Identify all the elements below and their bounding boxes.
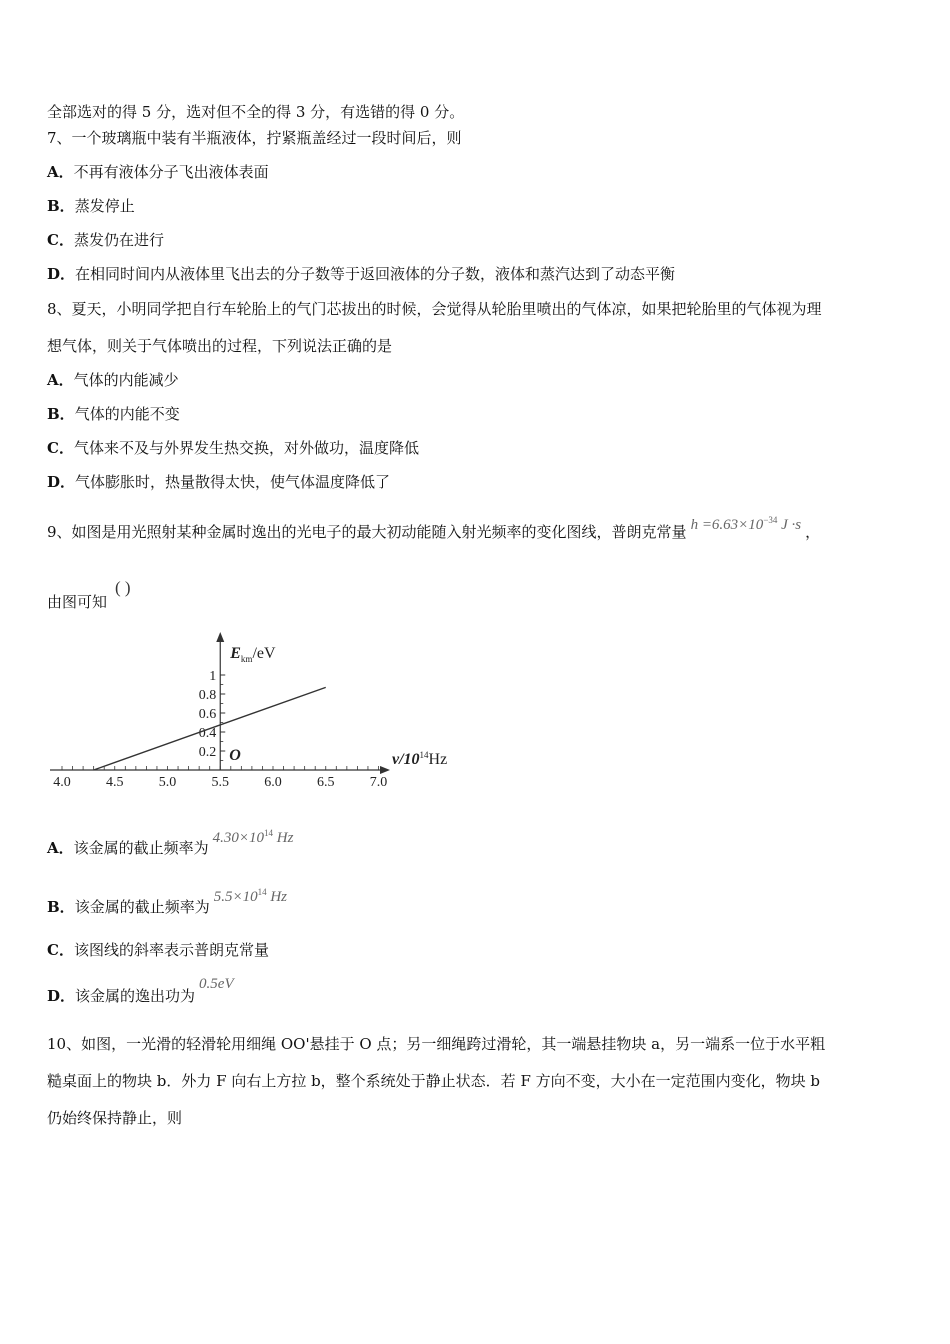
x-tick-label: 6.5	[317, 775, 335, 790]
option-text: 气体来不及与外界发生热交换，对外做功，温度降低	[73, 439, 419, 457]
instructions-text: 全部选对的得 5 分，选对但不全的得 3 分，有选错的得 0 分。	[47, 103, 465, 121]
question-8-stem-line2: 想气体，则关于气体喷出的过程，下列说法正确的是	[47, 337, 393, 355]
work-function: 0.5eV	[199, 976, 234, 992]
x-tick-label: 7.0	[369, 775, 388, 790]
y-tick-label: 0.8	[198, 688, 217, 703]
option-text: 该金属的截止频率为	[74, 898, 210, 916]
q9-option-b	[47, 887, 287, 918]
option-letter: D．	[47, 473, 76, 491]
planck-unit: J ·s	[777, 517, 802, 533]
option-letter: A．	[47, 163, 74, 181]
q9-stem-text: 9、如图是用光照射某种金属时逸出的光电子的最大初动能随入射光频率的变化图线，普朗克常量	[47, 523, 687, 541]
q8-option-b	[47, 404, 180, 424]
q8-option-d	[47, 472, 390, 492]
question-9-stem	[47, 515, 821, 543]
option-letter: A．	[47, 371, 74, 389]
x-tick-label: 6.0	[264, 775, 282, 790]
math-unit: Hz	[273, 830, 294, 846]
q7-option-d	[47, 264, 675, 284]
y-axis-label: $E_{km}/eV$	[230, 645, 276, 664]
option-text: 该图线的斜率表示普朗克常量	[73, 941, 269, 959]
option-text: 蒸发停止	[74, 197, 135, 215]
option-letter: C．	[47, 231, 74, 249]
math-exponent: 14	[264, 828, 274, 838]
question-10-line3: 仍始终保持静止，则	[47, 1109, 183, 1127]
question-10-line1: 10、如图，一光滑的轻滑轮用细绳 OO'悬挂于 O 点；另一细绳跨过滑轮，其一端悬挂物块 a，另一端系一位于水平粗	[47, 1035, 826, 1053]
option-letter: C．	[47, 941, 74, 959]
question-8-stem-line1: 8、夏天，小明同学把自行车轮胎上的气门芯拔出的时候，会觉得从轮胎里喷出的气体凉，如果把轮胎里的气体视为理	[47, 300, 822, 318]
y-tick-label: 0.2	[198, 745, 217, 760]
q8-option-c	[47, 438, 419, 458]
y-tick-label: 1	[209, 669, 217, 684]
option-text: 在相同时间内从液体里飞出去的分子数等于返回液体的分子数，液体和蒸汽达到了动态平衡	[75, 265, 676, 283]
math-base: 5.5×10	[213, 889, 258, 905]
option-text: 气体的内能减少	[73, 371, 179, 389]
x-axis-label: $\nu/10^{14}Hz$	[392, 750, 448, 768]
option-letter: B．	[47, 405, 75, 423]
option-text: 气体的内能不变	[74, 405, 180, 423]
math-base: 4.30×10	[212, 830, 265, 846]
option-text: 该金属的截止频率为	[73, 839, 209, 857]
origin-label: O	[229, 747, 241, 764]
option-letter: B．	[47, 197, 75, 215]
x-tick-label: 4.0	[53, 775, 71, 790]
option-letter: D．	[47, 987, 76, 1005]
q7-option-c	[47, 230, 164, 250]
q8-option-a	[47, 370, 179, 390]
planck-exponent: −34	[763, 515, 778, 525]
math-unit: Hz	[266, 889, 287, 905]
y-axis-arrow	[216, 632, 224, 642]
planck-base: h =6.63×10	[690, 517, 764, 533]
y-tick-label: 0.6	[198, 707, 217, 722]
q9-option-d	[47, 976, 234, 1007]
x-tick-label: 5.5	[211, 775, 229, 790]
option-letter: D．	[47, 265, 76, 283]
q9-option-c	[47, 940, 269, 960]
option-text: 不再有液体分子飞出液体表面	[73, 163, 269, 181]
option-text: 该金属的逸出功为	[75, 987, 196, 1005]
x-tick-label: 5.0	[158, 775, 177, 790]
q7-option-b	[47, 196, 135, 216]
q9-stem-end: ，	[805, 523, 821, 541]
option-text: 蒸发仍在进行	[73, 231, 164, 249]
x-axis-arrow	[380, 766, 390, 774]
option-text: 气体膨胀时，热量散得太快，使气体温度降低了	[75, 473, 391, 491]
cutoff-frequency-a	[213, 830, 294, 846]
option-letter: A．	[47, 839, 74, 857]
math-exponent: 14	[257, 887, 267, 897]
cutoff-frequency-b	[214, 889, 287, 905]
option-letter: C．	[47, 439, 74, 457]
answer-blank: ( )	[115, 578, 131, 597]
planck-constant	[691, 517, 802, 533]
y-tick-label: 0.4	[198, 726, 217, 741]
q9-option-a	[47, 828, 294, 859]
x-tick-label: 4.5	[106, 775, 124, 790]
photoelectric-chart	[40, 632, 470, 802]
question-7-stem: 7、一个玻璃瓶中装有半瓶液体，拧紧瓶盖经过一段时间后，则	[47, 129, 462, 147]
option-letter: B．	[47, 898, 75, 916]
question-10-line2: 糙桌面上的物块 b．外力 F 向右上方拉 b，整个系统处于静止状态．若 F 方向不变，大小在一定范围内变化，物块 b	[47, 1072, 821, 1090]
question-9-stem-line2: 由图可知	[47, 593, 108, 611]
q7-option-a	[47, 162, 269, 182]
